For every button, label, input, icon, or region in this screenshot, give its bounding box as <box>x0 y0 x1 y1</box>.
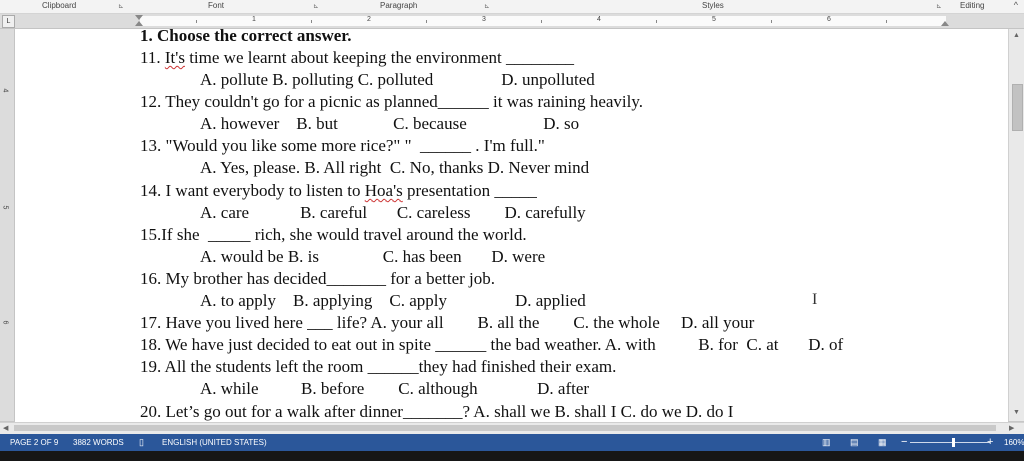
print-layout-icon[interactable]: ▤ <box>850 437 859 447</box>
font-launcher-icon[interactable]: ⊾ <box>313 3 319 10</box>
horizontal-scroll-thumb[interactable] <box>14 425 996 431</box>
ribbon <box>0 0 1024 14</box>
question-15: 15.If she _____ rich, she would travel around the world. <box>140 225 527 244</box>
vruler-number: 5 <box>1 205 9 210</box>
ruler-number: 4 <box>597 16 601 23</box>
q14-post: presentation _____ <box>402 181 537 200</box>
clipboard-launcher-icon[interactable]: ⊾ <box>118 3 124 10</box>
question-20: 20. Let’s go out for a walk after dinner_______? A. shall we B. shall I C. do we D. do I <box>140 402 734 421</box>
scroll-down-icon[interactable]: ▼ <box>1013 409 1020 416</box>
question-16: 16. My brother has decided_______ for a better job. <box>140 269 496 288</box>
ruler-tick <box>771 20 772 23</box>
question-14 <box>140 181 537 201</box>
zoom-in-button[interactable]: + <box>987 436 994 448</box>
answers-12: A. however B. but C. because D. so <box>200 114 580 133</box>
spelling-flag[interactable]: It's <box>164 48 185 67</box>
language-indicator[interactable]: ENGLISH (UNITED STATES) <box>162 438 267 447</box>
answers-11: A. pollute B. polluting C. polluted D. unpolluted <box>200 70 595 89</box>
first-line-indent-marker[interactable] <box>135 15 143 20</box>
status-bar <box>0 434 1024 451</box>
right-indent-marker[interactable] <box>941 21 949 26</box>
web-layout-icon[interactable]: ▦ <box>878 437 887 447</box>
paragraph-launcher-icon[interactable]: ⊾ <box>484 3 490 10</box>
scroll-left-icon[interactable]: ◀ <box>3 425 9 432</box>
ruler-tick <box>311 20 312 23</box>
hanging-indent-marker[interactable] <box>135 21 143 26</box>
ruler-tick <box>541 20 542 23</box>
ruler-number: 1 <box>252 16 256 23</box>
question-19: 19. All the students left the room ______they had finished their exam. <box>140 357 617 376</box>
ruler-tick <box>196 20 197 23</box>
ribbon-group-editing[interactable]: Editing <box>960 1 985 10</box>
proofing-icon[interactable]: ▯ <box>139 437 144 447</box>
answers-14: A. care B. careful C. careless D. carefully <box>200 203 586 222</box>
zoom-slider-thumb[interactable] <box>952 438 955 447</box>
ribbon-group-font[interactable]: Font <box>208 1 225 10</box>
vruler-number: 6 <box>1 320 9 325</box>
zoom-slider[interactable] <box>910 442 990 443</box>
ruler-text-area <box>140 16 946 26</box>
q14-pre: 14. I want everybody to listen to <box>140 181 365 200</box>
horizontal-scrollbar[interactable] <box>0 422 1024 434</box>
ruler-number: 6 <box>827 16 831 23</box>
document-page[interactable] <box>15 29 1008 422</box>
horizontal-ruler[interactable] <box>0 14 1024 29</box>
question-17: 17. Have you lived here ___ life? A. your all B. all the C. the whole D. all your <box>140 313 755 332</box>
collapse-ribbon-icon[interactable]: ^ <box>1013 0 1018 10</box>
ruler-tick <box>656 20 657 23</box>
ribbon-group-styles[interactable]: Styles <box>702 1 724 10</box>
ribbon-group-paragraph[interactable]: Paragraph <box>380 1 418 10</box>
word-count[interactable]: 3882 WORDS <box>73 438 124 447</box>
zoom-level[interactable]: 160% <box>1004 438 1024 447</box>
page-count[interactable]: PAGE 2 OF 9 <box>10 438 59 447</box>
q11-pre: 11. <box>140 48 165 67</box>
text-cursor-icon: I <box>812 291 818 308</box>
read-mode-icon[interactable]: ▥ <box>822 437 831 447</box>
ruler-number: 5 <box>712 16 716 23</box>
ruler-number: 2 <box>367 16 371 23</box>
spelling-flag[interactable]: Hoa's <box>364 181 403 200</box>
q11-post: time we learnt about keeping the environment ________ <box>184 48 574 67</box>
ribbon-group-clipboard[interactable]: Clipboard <box>42 1 77 10</box>
scroll-right-icon[interactable]: ▶ <box>1009 425 1015 432</box>
answers-19: A. while B. before C. although D. after <box>200 379 590 398</box>
section-heading: 1. Choose the correct answer. <box>140 29 352 45</box>
bottom-edge <box>0 451 1024 461</box>
scroll-up-icon[interactable]: ▲ <box>1013 32 1020 39</box>
answers-16: A. to apply B. applying C. apply D. applied <box>200 291 586 310</box>
ruler-tick <box>886 20 887 23</box>
tab-selector-icon[interactable]: L <box>2 15 15 28</box>
question-13: 13. "Would you like some more rice?" " ______ . I'm full." <box>140 136 545 155</box>
zoom-out-button[interactable]: − <box>901 436 908 448</box>
question-18: 18. We have just decided to eat out in spite ______ the bad weather. A. with B. for C. at D. of <box>140 335 844 354</box>
answers-13: A. Yes, please. B. All right C. No, thanks D. Never mind <box>200 158 590 177</box>
answers-15: A. would be B. is C. has been D. were <box>200 247 546 266</box>
vertical-scrollbar[interactable] <box>1008 29 1024 421</box>
styles-launcher-icon[interactable]: ⊾ <box>936 3 942 10</box>
ruler-number: 3 <box>482 16 486 23</box>
question-11 <box>140 48 574 68</box>
vertical-scroll-thumb[interactable] <box>1012 84 1023 131</box>
ruler-tick <box>426 20 427 23</box>
vruler-number: 4 <box>1 88 9 93</box>
vertical-ruler <box>0 29 15 421</box>
question-12: 12. They couldn't go for a picnic as planned______ it was raining heavily. <box>140 92 644 111</box>
